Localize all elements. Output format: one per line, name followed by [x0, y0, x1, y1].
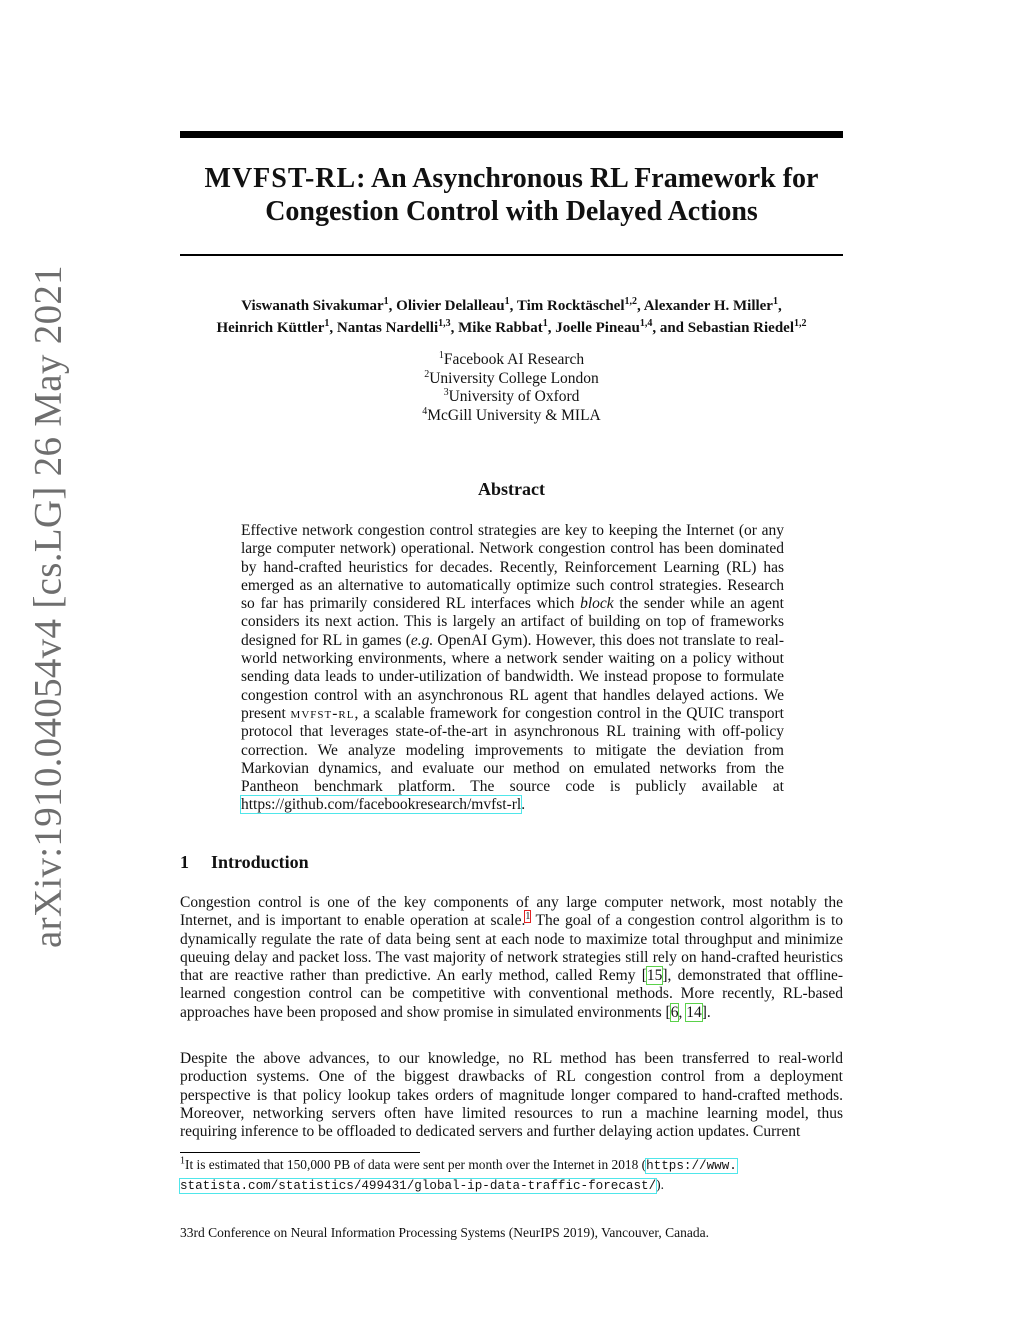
affiliation: $^3$University of Oxford	[443, 386, 580, 405]
author: Nantas Nardelli$^{1,3}$,	[336, 318, 459, 336]
footnote-link[interactable]: statista.com/statistics/499431/global-ip-data-traffic-forecast/	[180, 1178, 657, 1193]
footnote-rule	[180, 1152, 420, 1153]
affiliation: $^2$University College London	[424, 368, 599, 387]
title-top-rule	[180, 131, 843, 138]
affiliation: $^1$Facebook AI Research	[438, 349, 585, 368]
author-list	[170, 295, 853, 339]
footnote-ref-link[interactable]: 1	[525, 911, 531, 923]
section-heading-introduction: 1 Introduction	[180, 852, 309, 872]
citation-link[interactable]: 6	[670, 1003, 679, 1021]
title-framework-name: MVFST-RL	[204, 163, 357, 194]
abstract-text: Effective network congestion control strategies are key to keeping the Internet (or any large computer network) operational. Network congestion control has been dominated by hand-crafted heuristics for decades. Recently, Reinforcement Learning (RL) has emerged as an alternative to automatically optimize such control strategies. Research so far has primarily considered RL interfaces which block the sender while an agent considers its next action. This is largely an artifact of building on top of frameworks designed for RL in games (e.g. OpenAI Gym). However, this does not translate to real-world networking environments, where a network sender waiting on a policy without sending data leads to under-utilization of bandwidth. We instead propose to formulate congestion control with an asynchronous RL agent that handles delayed actions. We present mvfst-rl, a scalable framework for congestion control in the QUIC transport protocol that leverages state-of-the-art in asynchronous RL training with off-policy correction. We analyze modeling improvements to mitigate the deviation from Markovian dynamics, and evaluate our method on emulated networks from the Pantheon benchmark platform. The source code is publicly available at https://github.com/facebookresearch/mvfst-rl.	[241, 522, 785, 814]
abstract-heading: Abstract	[478, 479, 545, 499]
citation-link[interactable]: 15	[646, 967, 663, 985]
arxiv-side-label: arXiv:1910.04054v4 [cs.LG] 26 May 2021	[26, 265, 70, 948]
author: Joelle Pineau$^{1,4}$, and	[555, 318, 688, 336]
author: Mike Rabbat$^1$,	[458, 318, 556, 336]
author: Viswanath Sivakumar$^1$,	[241, 296, 397, 314]
footnote: $^1$It is estimated that 150,000 PB of data were sent per month over the Internet in 2018 (https://www. statista.com/statistics/499431/global-ip-data-traffic-forecast/).	[180, 1155, 737, 1193]
author: Olivier Delalleau$^1$,	[396, 296, 517, 314]
title-bottom-rule	[180, 254, 843, 256]
footnote-link[interactable]: https://www.	[646, 1159, 737, 1173]
github-link[interactable]: https://github.com/facebookresearch/mvfst-rl	[241, 796, 522, 814]
citation-link[interactable]: 14	[686, 1003, 702, 1021]
affiliation-list	[180, 351, 843, 425]
title-line2: Congestion Control with Delayed Actions	[265, 196, 758, 227]
affiliation: $^4$McGill University & MILA	[422, 405, 601, 424]
conference-footer: 33rd Conference on Neural Information Processing Systems (NeurIPS 2019), Vancouver, Canada.	[180, 1225, 709, 1240]
title-line1: : An Asynchronous RL Framework for	[356, 163, 819, 194]
author: Sebastian Riedel$^{1,2}$	[687, 318, 807, 336]
intro-paragraph-1: Congestion control is one of the key components of any large computer network, most notably the Internet, and is important to enable operation at scale.$^1$ The goal of a congestion control algorithm is to dynamically regulate the rate of data being sent at each node to maximize total throughput and minimize queuing delay and packet loss. The vast majority of network strategies still rely on hand-crafted heuristics that are reactive rather than predictive. An early method, called Remy [15], demonstrated that offline-learned congestion control can be competitive with conventional methods. More recently, RL-based approaches have been proposed and show promise in simulated environments [6, 14].	[180, 894, 843, 1021]
intro-paragraph-2: Despite the above advances, to our knowledge, no RL method has been transferred to real-world production systems. One of the biggest drawbacks of RL congestion control from a deployment perspective is that policy lookup takes orders of magnitude longer compared to hand-crafted methods. Moreover, networking servers often have limited resources to run a machine learning model, thus requiring inference to be offloaded to dedicated servers and further delaying action updates. Current	[180, 1050, 843, 1141]
author: Tim Rocktäschel$^{1,2}$,	[516, 296, 644, 314]
author: Heinrich Küttler$^1$,	[216, 318, 337, 336]
author: Alexander H. Miller$^1$,	[643, 296, 782, 314]
paper-title	[180, 162, 843, 228]
